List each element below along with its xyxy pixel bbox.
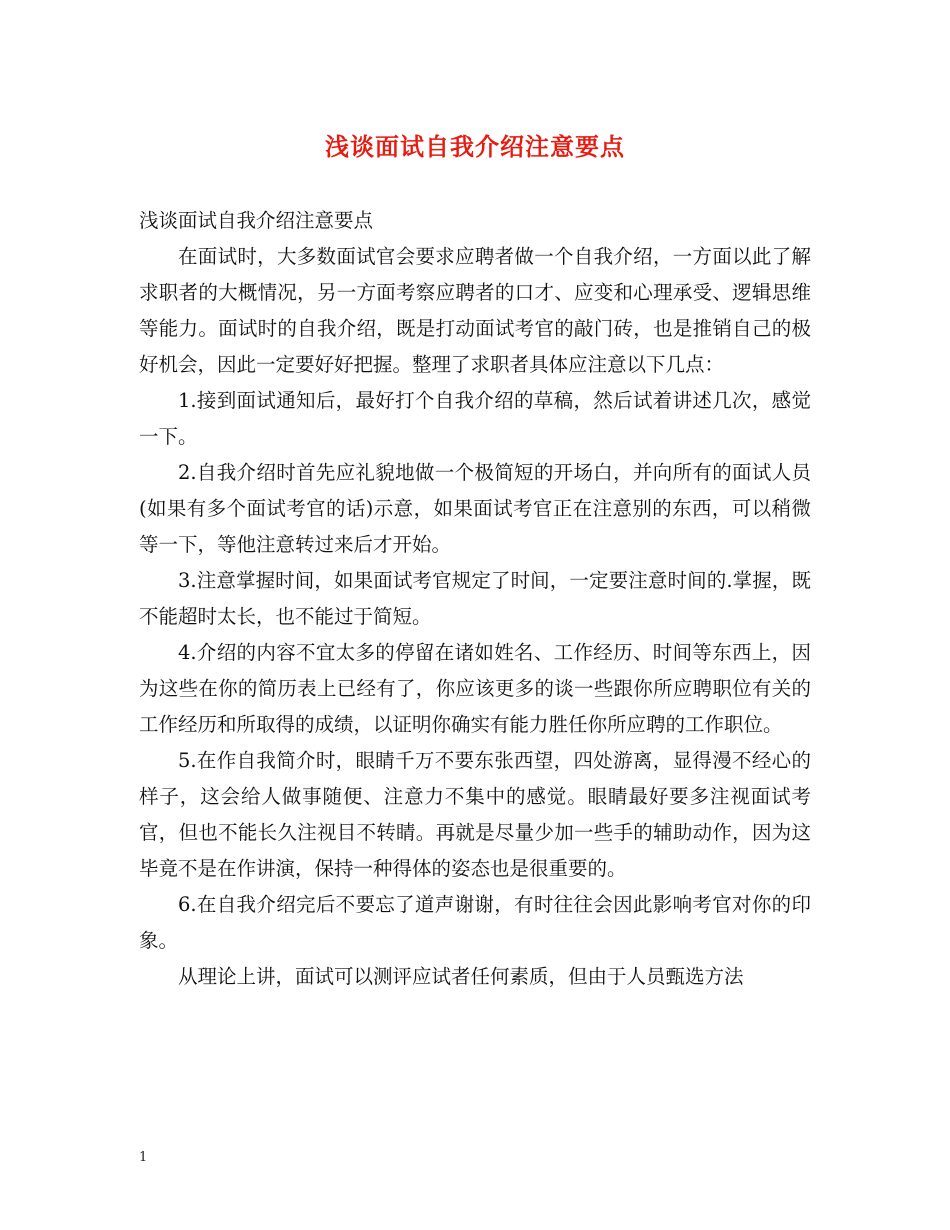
paragraph-point-4: 4.介绍的内容不宜太多的停留在诸如姓名、工作经历、时间等东西上，因为这些在你的简历表上已经有了，你应该更多的谈一些跟你所应聘职位有关的工作经历和所取得的成绩，以证明你确实有能力胜任你所应聘的工作职位。: [139, 641, 811, 736]
paragraph-point-2: 2.自我介绍时首先应礼貌地做一个极简短的开场白，并向所有的面试人员(如果有多个面试考官的话)示意，如果面试考官正在注意别的东西，可以稍微等一下，等他注意转过来后才开始。: [139, 461, 811, 556]
document-title: 浅谈面试自我介绍注意要点: [325, 132, 625, 161]
paragraph-point-5: 5.在作自我简介时，眼睛千万不要东张西望，四处游离，显得漫不经心的样子，这会给人做事随便、注意力不集中的感觉。眼睛最好要多注视面试考官，但也不能长久注视目不转睛。再就是尽量少加一些手的辅助动作，因为这毕竟不是在作讲演，保持一种得体的姿态也是很重要的。: [139, 749, 811, 880]
paragraph-intro: 在面试时，大多数面试官会要求应聘者做一个自我介绍，一方面以此了解求职者的大概情况，另一方面考察应聘者的口才、应变和心理承受、逻辑思维等能力。面试时的自我介绍，既是打动面试考官的敲门砖，也是推销自己的极好机会，因此一定要好好把握。整理了求职者具体应注意以下几点：: [139, 245, 811, 376]
paragraph-conclusion: 从理论上讲，面试可以测评应试者任何素质，但由于人员甄选方法: [178, 965, 744, 988]
paragraph-point-3: 3.注意掌握时间，如果面试考官规定了时间，一定要注意时间的.掌握，既不能超时太长，也不能过于简短。: [139, 569, 811, 628]
paragraph-point-6: 6.在自我介绍完后不要忘了道声谢谢，有时往往会因此影响考官对你的印象。: [139, 893, 811, 952]
page-number: 1: [139, 1150, 148, 1165]
paragraph-point-1: 1.接到面试通知后，最好打个自我介绍的草稿，然后试着讲述几次，感觉一下。: [139, 389, 811, 448]
document-subtitle: 浅谈面试自我介绍注意要点: [139, 209, 374, 232]
document-body: [139, 203, 811, 995]
